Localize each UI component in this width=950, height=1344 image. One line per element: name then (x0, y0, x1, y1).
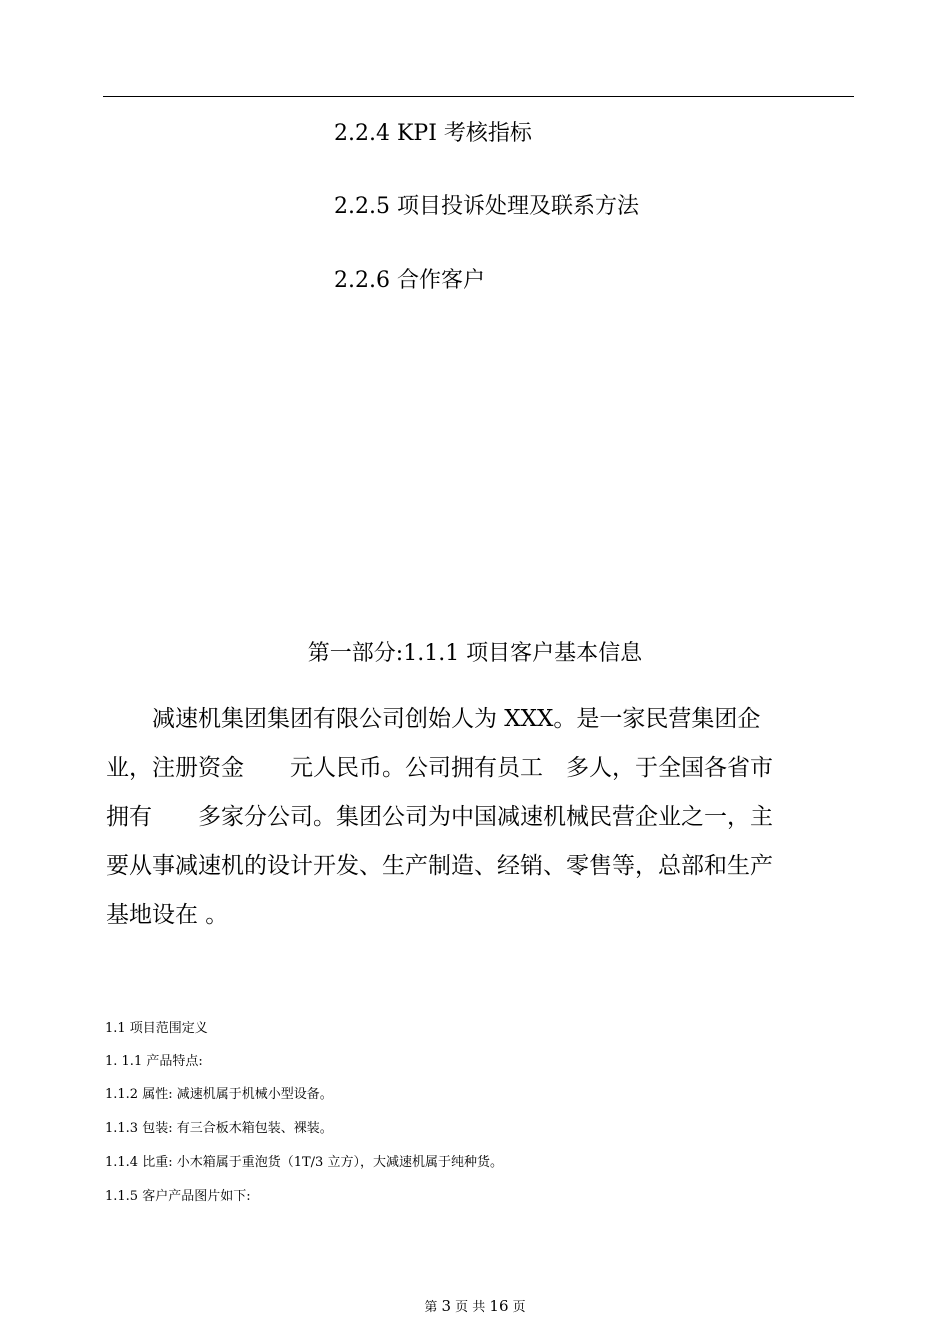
toc-item-partners: 2.2.6 合作客户 (334, 268, 485, 293)
page-number: 3 (441, 1297, 452, 1315)
footer-prefix: 第 (424, 1300, 442, 1315)
list-item: 1. 1.1 产品特点: (105, 1054, 203, 1069)
header-rule (103, 96, 854, 97)
paragraph-line: 拥有 多家分公司。集团公司为中国减速机械民营企业之一，主 (106, 804, 773, 830)
list-item: 1.1.4 比重: 小木箱属于重泡货（1T/3 立方），大减速机属于纯种货。 (105, 1155, 503, 1170)
paragraph-line: 基地设在 。 (106, 902, 229, 928)
toc-item-kpi: 2.2.4 KPI 考核指标 (334, 121, 532, 146)
list-item: 1.1 项目范围定义 (105, 1021, 208, 1036)
list-item: 1.1.3 包装: 有三合板木箱包装、裸装。 (105, 1121, 333, 1136)
footer-middle: 页 共 (451, 1300, 490, 1315)
paragraph-line: 要从事减速机的设计开发、生产制造、经销、零售等，总部和生产 (106, 853, 773, 879)
footer-suffix: 页 (508, 1300, 526, 1315)
page-footer (0, 1296, 950, 1315)
toc-item-complaints: 2.2.5 项目投诉处理及联系方法 (334, 194, 639, 219)
paragraph-line: 减速机集团集团有限公司创始人为 XXX。是一家民营集团企 (106, 706, 761, 732)
list-item: 1.1.2 属性: 减速机属于机械小型设备。 (105, 1087, 333, 1102)
section-title: 第一部分:1.1.1 项目客户基本信息 (307, 641, 643, 666)
paragraph-line: 业，注册资金 元人民币。公司拥有员工 多人，于全国各省市 (106, 755, 773, 781)
list-item: 1.1.5 客户产品图片如下: (105, 1189, 251, 1204)
page-total: 16 (489, 1297, 509, 1315)
